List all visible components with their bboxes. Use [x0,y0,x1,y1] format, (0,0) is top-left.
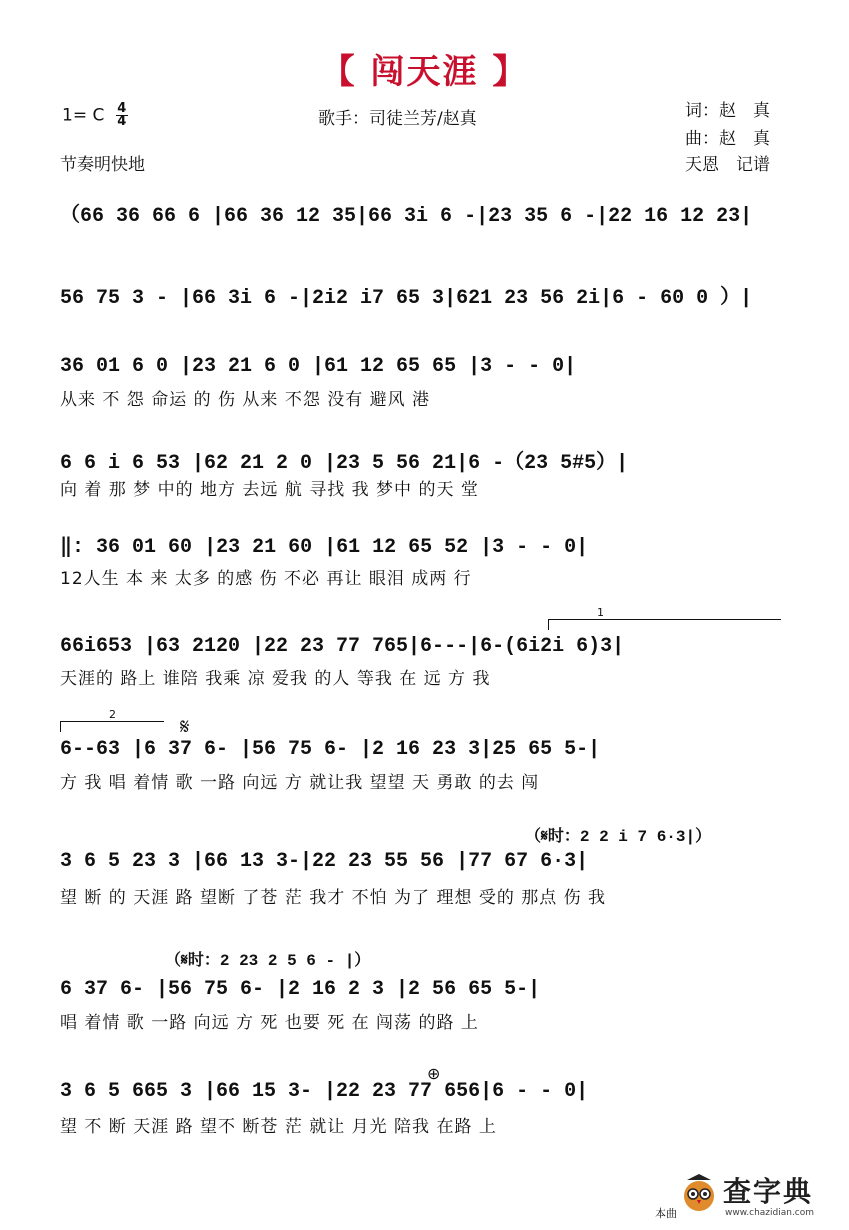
logo-text: 查字典 [723,1175,814,1208]
lyric-line-5: 12人生 本 来 太多 的感 伤 不必 再让 眼泪 成两 行 [60,569,472,589]
lyric-line-8: 望 断 的 天涯 路 望断 了苍 茫 我才 不怕 为了 理想 受的 那点 伤 我 [60,888,607,908]
notation-line-1: （66 36 66 6 |66 36 12 35|66 3i 6 -|23 35 6 -|22 16 12 23| [60,205,753,228]
tempo-mark: 节奏明快地 [60,155,145,175]
time-sig-bottom: 4 [117,114,127,129]
notation-line-3: 36 01 6 0 |23 21 6 0 |61 12 65 65 |3 - - 0| [60,355,577,378]
key-signature [62,103,128,128]
lyric-line-6: 天涯的 路上 谁陪 我乘 凉 爱我 的人 等我 在 远 方 我 [60,669,491,689]
volta-bracket-2 [60,708,164,732]
logo-url: www.chazidian.com [725,1208,815,1218]
owl-mascot-icon [679,1172,719,1218]
notation-line-8: 3 6 5 23 3 |66 13 3-|22 23 55 56 |77 67 6·3| [60,850,589,873]
footer-credit: 本曲 [655,1207,677,1220]
segno-aside-2: （𝄋时：2 23 2 5 6 - |） [165,952,371,970]
notation-line-7: 6--63 |6 37 6- |56 75 6- |2 16 23 3|25 65 5-| [60,738,601,761]
time-signature [116,103,128,128]
site-logo [679,1170,829,1222]
notation-line-9: 6 37 6- |56 75 6- |2 16 2 3 |2 56 65 5-| [60,978,541,1001]
lyric-line-10: 望 不 断 天涯 路 望不 断苍 茫 就让 月光 陪我 在路 上 [60,1117,497,1137]
lyric-line-3: 从来 不 怨 命运 的 伤 从来 不怨 没有 避风 港 [60,390,431,410]
singer-credit: 歌手：司徒兰芳/赵真 [318,109,477,129]
lyric-line-9: 唱 着情 歌 一路 向远 方 死 也要 死 在 闯荡 的路 上 [60,1013,479,1033]
segno-aside-1: （𝄋时：2 2 i 7 6·3|） [525,828,712,846]
volta-bracket-1 [548,606,781,630]
notation-line-5: ‖: 36 01 60 |23 21 60 |61 12 65 52 |3 - - 0| [60,536,589,559]
lyric-line-7: 方 我 唱 着情 歌 一路 向远 方 就让我 望望 天 勇敢 的去 闯 [60,773,540,793]
volta-number-2: 2 [109,708,116,721]
lyricist-credit: 词：赵 真 [685,101,770,121]
coda-icon: ⊕ [427,1064,441,1083]
notation-line-4: 6 6 i 6 53 |62 21 2 0 |23 5 56 21|6 -（23 5#5）| [60,452,629,475]
notation-line-10: 3 6 5 665 3 |66 15 3- |22 23 77 656|6 - - 0| [60,1080,589,1103]
song-title: 【 闯天涯 】 [320,52,529,92]
notation-line-6: 66i653 |63 2120 |22 23 77 765|6---|6-(6i2i 6)3| [60,635,625,658]
lyric-line-4: 向 着 那 梦 中的 地方 去远 航 寻找 我 梦中 的天 堂 [60,480,479,500]
transcriber-credit: 天恩 记谱 [685,155,770,175]
time-sig-top: 4 [117,101,127,116]
volta-number-1: 1 [597,606,604,619]
composer-credit: 曲：赵 真 [685,129,770,149]
key-text: 1= C [62,105,105,126]
notation-line-2: 56 75 3 - |66 3i 6 -|2i2 i7 65 3|621 23 56 2i|6 - 60 0 ）| [60,287,753,310]
segno-icon: 𝄋 [180,715,190,740]
